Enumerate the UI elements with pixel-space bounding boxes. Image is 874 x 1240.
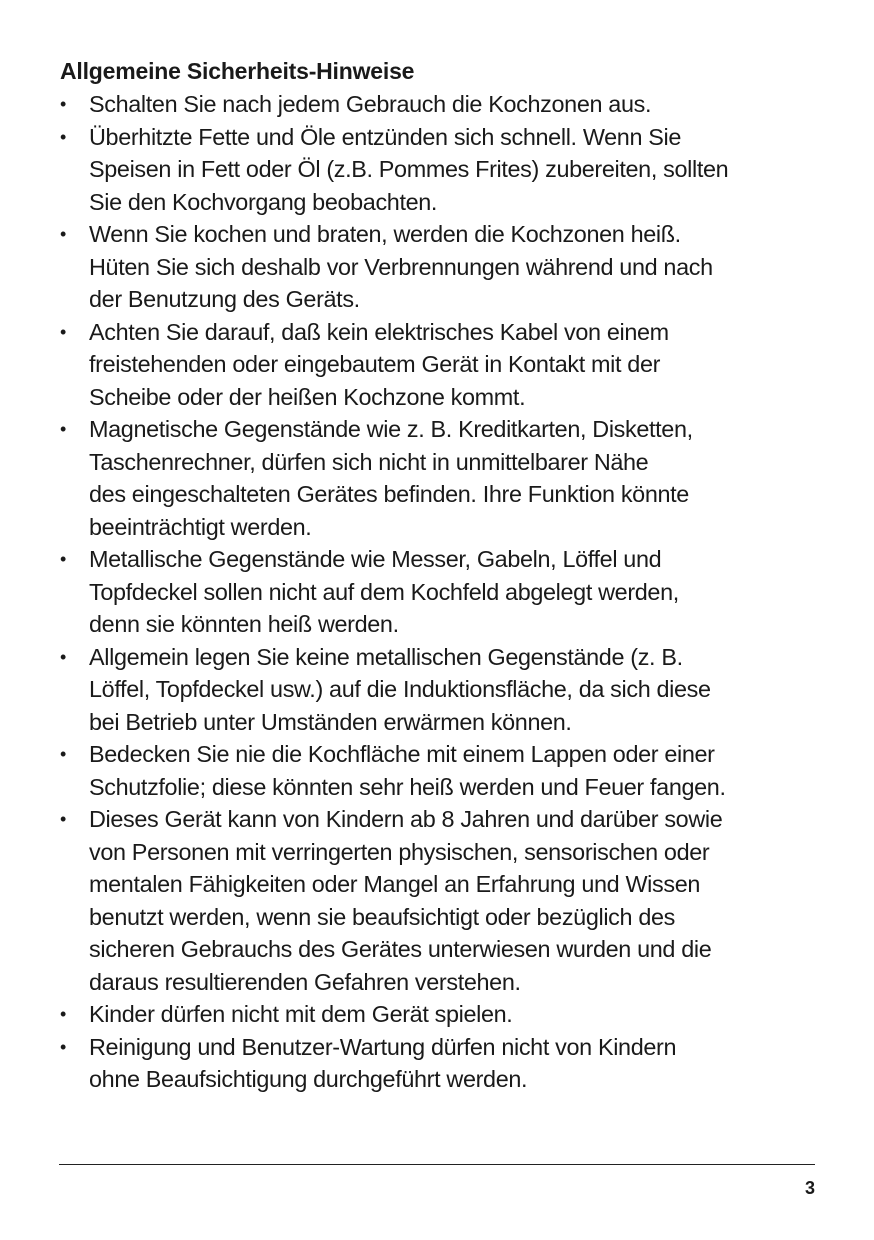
bullet-text-line: der Benutzung des Geräts. (89, 286, 360, 312)
bullet-item (60, 738, 820, 803)
bullet-text-line: denn sie könnten heiß werden. (89, 611, 399, 637)
bullet-marker: • (60, 1036, 66, 1057)
section-heading: Allgemeine Sicherheits-Hinweise (60, 58, 415, 84)
bullet-marker: • (60, 744, 66, 764)
bullet-text-line: Allgemein legen Sie keine metallischen Gegenstände (z. B. (89, 643, 683, 670)
bullet-text-line: Metallische Gegenstände wie Messer, Gabeln, Löffel und (89, 546, 662, 572)
bullet-marker: • (60, 646, 66, 667)
bullet-text-line: Achten Sie darauf, daß kein elektrisches Kabel von einem (89, 318, 669, 345)
bullet-text-line: Überhitzte Fette und Öle entzünden sich schnell. Wenn Sie (89, 123, 682, 150)
bullet-item (60, 803, 820, 998)
bullet-item (60, 543, 820, 641)
bullet-text-line: Schalten Sie nach jedem Gebrauch die Kochzonen aus. (89, 91, 652, 117)
bullet-text-line: daraus resultierenden Gefahren verstehen. (89, 968, 521, 995)
bullet-text-line: Bedecken Sie nie die Kochfläche mit einem Lappen oder einer (89, 741, 715, 767)
bullet-item (60, 88, 820, 121)
bullet-marker: • (60, 126, 66, 147)
bullet-marker: • (60, 94, 66, 114)
bullet-text-line: Reinigung und Benutzer-Wartung dürfen nicht von Kindern (89, 1033, 677, 1060)
bullet-text-line: mentalen Fähigkeiten oder Mangel an Erfahrung und Wissen (89, 871, 701, 897)
bullet-text-line: Taschenrechner, dürfen sich nicht in unmittelbarer Nähe (89, 448, 649, 475)
bullet-text-line: beeinträchtigt werden. (89, 513, 312, 540)
bullet-text-line: Wenn Sie kochen und braten, werden die Kochzonen heiß. (89, 221, 681, 247)
bullet-item (60, 316, 820, 414)
safety-bullet-list (60, 88, 820, 1096)
bullet-text-line: Scheibe oder der heißen Kochzone kommt. (89, 383, 526, 410)
bullet-item (60, 218, 820, 316)
bullet-item (60, 1031, 820, 1096)
bullet-text-line: Hüten Sie sich deshalb vor Verbrennungen während und nach (89, 253, 713, 280)
bullet-text-line: freistehenden oder eingebautem Gerät in Kontakt mit der (89, 351, 661, 377)
bullet-marker: • (60, 419, 66, 439)
bullet-item (60, 121, 820, 219)
bullet-marker: • (60, 549, 66, 569)
bullet-marker: • (60, 321, 66, 342)
bullet-text-line: benutzt werden, wenn sie beaufsichtigt oder bezüglich des (89, 903, 675, 930)
bullet-text-line: von Personen mit verringerten physischen, sensorischen oder (89, 838, 710, 865)
bullet-text-line: Löffel, Topfdeckel usw.) auf die Induktionsfläche, da sich diese (89, 676, 711, 702)
bullet-text-line: Sie den Kochvorgang beobachten. (89, 188, 438, 215)
bullet-item (60, 413, 820, 543)
bullet-text-line: des eingeschalteten Gerätes befinden. Ihre Funktion könnte (89, 481, 689, 507)
bullet-text-line: Topfdeckel sollen nicht auf dem Kochfeld abgelegt werden, (89, 578, 679, 605)
footer-divider (59, 1164, 815, 1165)
bullet-text-line: Dieses Gerät kann von Kindern ab 8 Jahren und darüber sowie (89, 806, 723, 832)
page-number: 3 (804, 1178, 815, 1198)
bullet-text-line: sicheren Gebrauchs des Gerätes unterwiesen wurden und die (89, 936, 712, 962)
bullet-text-line: Schutzfolie; diese könnten sehr heiß werden und Feuer fangen. (89, 773, 726, 800)
bullet-marker: • (60, 809, 66, 829)
bullet-item (60, 641, 820, 739)
bullet-text-line: ohne Beaufsichtigung durchgeführt werden. (89, 1066, 528, 1092)
bullet-text-line: bei Betrieb unter Umständen erwärmen können. (89, 708, 572, 735)
bullet-text-line: Kinder dürfen nicht mit dem Gerät spielen. (89, 1001, 513, 1027)
bullet-item (60, 998, 820, 1031)
bullet-text-line: Speisen in Fett oder Öl (z.B. Pommes Frites) zubereiten, sollten (89, 156, 729, 182)
bullet-text-line: Magnetische Gegenstände wie z. B. Kreditkarten, Disketten, (89, 416, 693, 442)
bullet-marker: • (60, 224, 66, 244)
bullet-marker: • (60, 1004, 66, 1024)
